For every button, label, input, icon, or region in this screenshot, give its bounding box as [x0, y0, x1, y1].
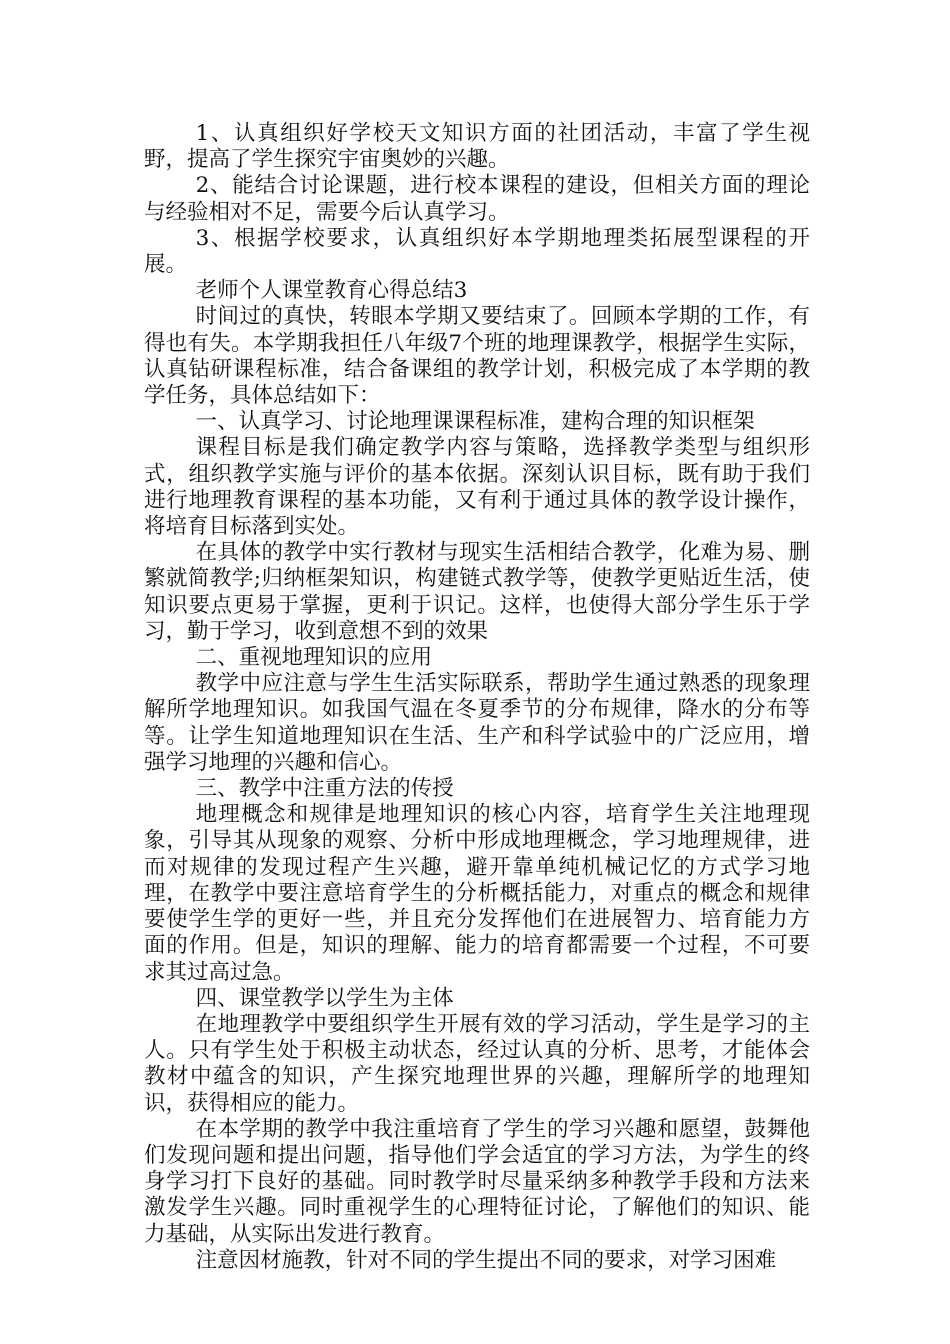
paragraph-course-goals: 课程目标是我们确定教学内容与策略，选择教学类型与组织形式，组织教学实施与评价的基本依据。深刻认识目标，既有助于我们进行地理教育课程的基本功能，又有利于通过具体的教学设计操作，将培育目标落到实处。	[144, 435, 810, 540]
heading-one: 一、认真学习、讨论地理课课程标准，建构合理的知识框架	[195, 409, 755, 435]
paragraph-item-3: 3、根据学校要求，认真组织好本学期地理类拓展型课程的开展。	[144, 225, 810, 278]
paragraph-student-centered: 在地理教学中要组织学生开展有效的学习活动，学生是学习的主人。只有学生处于积极主动状态，经过认真的分析、思考，才能体会教材中蕴含的知识，产生探究地理世界的兴趣，理解所学的地理知识，获得相应的能力。	[144, 1011, 810, 1116]
heading-four: 四、课堂教学以学生为主体	[195, 985, 454, 1011]
intro-paragraph: 时间过的真快，转眼本学期又要结束了。回顾本学期的工作，有得也有失。本学期我担任八年级7个班的地理课教学，根据学生实际，认真钻研课程标准，结合备课组的教学计划，积极完成了本学期的教学任务，具体总结如下：	[144, 304, 810, 409]
heading-two: 二、重视地理知识的应用	[195, 645, 433, 671]
heading-three: 三、教学中注重方法的传授	[195, 776, 454, 802]
paragraph-application: 教学中应注意与学生生活实际联系，帮助学生通过熟悉的现象理解所学地理知识。如我国气温在冬夏季节的分布规律，降水的分布等等。让学生知道地理知识在生活、生产和科学试验中的广泛应用，增强学习地理的兴趣和信心。	[144, 671, 810, 775]
paragraph-methods: 地理概念和规律是地理知识的核心内容，培育学生关注地理现象，引导其从现象的观察、分析中形成地理概念，学习地理规律，进而对规律的发现过程产生兴趣，避开靠单纯机械记忆的方式学习地理，在教学中要注意培育学生的分析概括能力，对重点的概念和规律要使学生学的更好一些，并且充分发挥他们在进展智力、培育能力方面的作用。但是，知识的理解、能力的培育都需要一个过程，不可要求其过高过急。	[144, 802, 810, 985]
paragraph-interest: 在本学期的教学中我注重培育了学生的学习兴趣和愿望，鼓舞他们发现问题和提出问题，指导他们学会适宜的学习方法，为学生的终身学习打下良好的基础。同时教学时尽量采纳多种教学手段和方法来激发学生兴趣。同时重视学生的心理特征讨论，了解他们的知识、能力基础，从实际出发进行教育。	[144, 1116, 810, 1247]
paragraph-item-1: 1、认真组织好学校天文知识方面的社团活动，丰富了学生视野，提高了学生探究宇宙奥妙的兴趣。	[144, 121, 810, 173]
paragraph-differentiated: 注意因材施教，针对不同的学生提出不同的要求，对学习困难	[195, 1247, 777, 1273]
section-title: 老师个人课堂教育心得总结3	[195, 278, 468, 304]
paragraph-item-2: 2、能结合讨论课题，进行校本课程的建设，但相关方面的理论与经验相对不足，需要今后认真学习。	[144, 173, 810, 225]
document-body	[144, 121, 810, 1274]
paragraph-teaching-practice: 在具体的教学中实行教材与现实生活相结合教学，化难为易、删繁就简教学;归纳框架知识，构建链式教学等，使教学更贴近生活，使知识要点更易于掌握，更利于识记。这样，也使得大部分学生乐于学习，勤于学习，收到意想不到的效果	[144, 540, 810, 644]
